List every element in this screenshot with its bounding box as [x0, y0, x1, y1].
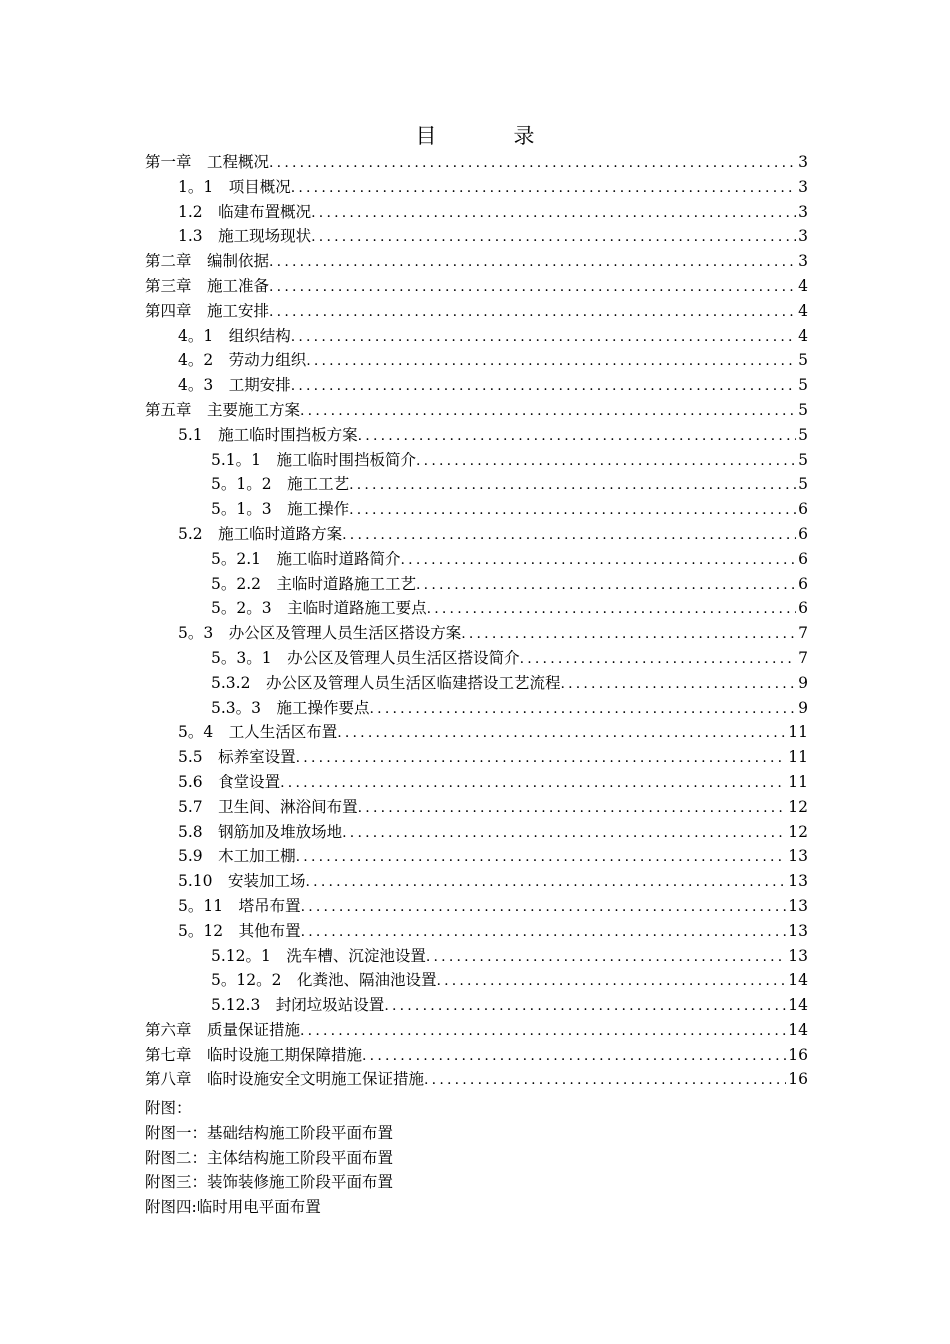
toc-entry[interactable] [145, 869, 808, 894]
toc-leader-dots [358, 424, 796, 449]
toc-leader-dots [291, 176, 796, 201]
toc-entry-page-number: 16 [788, 1070, 808, 1089]
toc-leader-dots [349, 498, 796, 523]
toc-entry-page-number: 9 [798, 673, 808, 692]
toc-entry[interactable] [145, 572, 808, 597]
toc-entry-text: 5。3 办公区及管理人员生活区搭设方案 [178, 624, 462, 643]
toc-leader-dots [427, 597, 797, 622]
toc-leader-dots [306, 870, 787, 895]
toc-entry[interactable] [145, 1018, 808, 1043]
toc-entry[interactable] [145, 472, 808, 497]
toc-entry-page-number: 7 [798, 624, 808, 643]
toc-entry-text: 4。2 劳动力组织 [178, 351, 307, 370]
toc-entry-text: 5。1。3 施工操作 [211, 500, 350, 519]
toc-entry[interactable] [145, 150, 808, 175]
toc-entry-page-number: 13 [788, 872, 808, 891]
toc-entry-page-number: 6 [798, 549, 808, 568]
toc-entry-page-number: 3 [798, 177, 808, 196]
toc-entry-page-number: 13 [788, 921, 808, 940]
toc-entry-text: 5.2 施工临时道路方案 [178, 524, 343, 543]
toc-leader-dots [337, 721, 786, 746]
toc-entry-text: 5.10 安装加工场 [178, 872, 306, 891]
toc-entry[interactable] [145, 1043, 808, 1068]
toc-entry-page-number: 5 [798, 351, 808, 370]
toc-leader-dots [291, 374, 796, 399]
toc-entry[interactable] [145, 398, 808, 423]
toc-entry-page-number: 5 [798, 376, 808, 395]
toc-entry-text: 5.7 卫生间、淋浴间布置 [178, 797, 358, 816]
toc-entry-text: 5.1。1 施工临时围挡板简介 [211, 450, 417, 469]
toc-entry[interactable] [145, 175, 808, 200]
toc-entry[interactable] [145, 720, 808, 745]
toc-leader-dots [384, 994, 786, 1019]
appendix-list [145, 1096, 808, 1220]
toc-entry-text: 第三章 施工准备 [145, 276, 270, 295]
toc-leader-dots [370, 697, 797, 722]
toc-leader-dots [358, 796, 787, 821]
toc-entry-page-number: 5 [798, 450, 808, 469]
toc-entry[interactable] [145, 646, 808, 671]
toc-entry[interactable] [145, 745, 808, 770]
toc-leader-dots [342, 523, 796, 548]
toc-entry-text: 5.12。1 洗车槽、沉淀池设置 [211, 946, 426, 965]
toc-entry-text: 5。2.2 主临时道路施工工艺 [211, 574, 417, 593]
toc-entry-page-number: 11 [788, 772, 808, 791]
toc-entry-text: 5。1。2 施工工艺 [211, 475, 350, 494]
toc-entry-page-number: 5 [798, 400, 808, 419]
toc-leader-dots [296, 746, 787, 771]
toc-entry-page-number: 4 [798, 326, 808, 345]
toc-leader-dots [291, 325, 796, 350]
toc-leader-dots [520, 647, 797, 672]
toc-entry-page-number: 14 [788, 971, 808, 990]
toc-entry[interactable] [145, 993, 808, 1018]
toc-leader-dots [269, 151, 796, 176]
toc-entry-text: 5。3。1 办公区及管理人员生活区搭设简介 [211, 648, 520, 667]
toc-leader-dots [301, 895, 787, 920]
toc-leader-dots [401, 548, 797, 573]
toc-entry-text: 5。2。3 主临时道路施工要点 [211, 599, 427, 618]
toc-entry-text: 第五章 主要施工方案 [145, 400, 301, 419]
toc-leader-dots [300, 1019, 786, 1044]
toc-entry-page-number: 6 [798, 524, 808, 543]
toc-entry-page-number: 4 [798, 301, 808, 320]
toc-entry-page-number: 12 [788, 797, 808, 816]
toc-leader-dots [362, 1044, 786, 1069]
toc-entry[interactable] [145, 224, 808, 249]
toc-entry-page-number: 5 [798, 475, 808, 494]
toc-entry[interactable] [145, 696, 808, 721]
toc-leader-dots [300, 399, 796, 424]
toc-entry[interactable] [145, 200, 808, 225]
toc-leader-dots [306, 349, 796, 374]
toc-entry-page-number: 12 [788, 822, 808, 841]
toc-leader-dots [301, 920, 787, 945]
toc-leader-dots [416, 449, 796, 474]
toc-entry-text: 1。1 项目概况 [178, 177, 291, 196]
toc-entry-page-number: 11 [788, 723, 808, 742]
toc-entry[interactable] [145, 448, 808, 473]
toc-leader-dots [436, 969, 786, 994]
toc-entry-page-number: 6 [798, 500, 808, 519]
appendix-item: 附图二：主体结构施工阶段平面布置 [145, 1148, 394, 1167]
toc-leader-dots [461, 622, 796, 647]
toc-entry[interactable] [145, 274, 808, 299]
toc-entry-page-number: 7 [798, 648, 808, 667]
toc-entry-page-number: 13 [788, 896, 808, 915]
toc-entry-page-number: 6 [798, 599, 808, 618]
toc-entry-page-number: 14 [788, 1020, 808, 1039]
toc-entry-text: 1.3 施工现场现状 [178, 227, 312, 246]
toc-entry-text: 5.8 钢筋加及堆放场地 [178, 822, 343, 841]
table-of-contents [145, 150, 808, 1092]
toc-entry[interactable] [145, 547, 808, 572]
toc-entry[interactable] [145, 919, 808, 944]
toc-entry-page-number: 3 [798, 202, 808, 221]
toc-entry[interactable] [145, 1067, 808, 1092]
toc-entry-page-number: 13 [788, 946, 808, 965]
toc-entry-text: 5。2.1 施工临时道路简介 [211, 549, 401, 568]
toc-leader-dots [269, 275, 796, 300]
toc-entry[interactable] [145, 249, 808, 274]
toc-entry-text: 5.3。3 施工操作要点 [211, 698, 370, 717]
toc-entry-text: 第二章 编制依据 [145, 252, 270, 271]
toc-leader-dots [280, 771, 786, 796]
toc-entry-text: 5.1 施工临时围挡板方案 [178, 425, 358, 444]
appendix-item: 附图一：基础结构施工阶段平面布置 [145, 1123, 394, 1142]
toc-leader-dots [342, 821, 786, 846]
toc-entry-page-number: 6 [798, 574, 808, 593]
toc-entry-page-number: 5 [798, 425, 808, 444]
toc-leader-dots [416, 573, 796, 598]
toc-entry[interactable] [145, 324, 808, 349]
toc-entry-page-number: 11 [788, 748, 808, 767]
toc-leader-dots [269, 300, 796, 325]
toc-entry-page-number: 13 [788, 847, 808, 866]
toc-entry-text: 5。12 其他布置 [178, 921, 301, 940]
toc-entry[interactable] [145, 944, 808, 969]
toc-entry-text: 第八章 临时设施安全文明施工保证措施 [145, 1070, 425, 1089]
toc-entry-page-number: 3 [798, 252, 808, 271]
toc-leader-dots [349, 473, 796, 498]
toc-entry-text: 5.3.2 办公区及管理人员生活区临建搭设工艺流程 [211, 673, 561, 692]
toc-entry[interactable] [145, 671, 808, 696]
toc-entry-page-number: 3 [798, 153, 808, 171]
toc-leader-dots [311, 201, 796, 226]
toc-leader-dots [311, 225, 796, 250]
toc-entry[interactable] [145, 348, 808, 373]
toc-entry-text: 1.2 临建布置概况 [178, 202, 312, 221]
toc-leader-dots [424, 1068, 786, 1093]
toc-entry-text: 5.5 标养室设置 [178, 748, 296, 767]
toc-entry[interactable] [145, 299, 808, 324]
toc-entry[interactable] [145, 423, 808, 448]
toc-entry[interactable] [145, 844, 808, 869]
toc-entry[interactable] [145, 522, 808, 547]
toc-entry-text: 4。3 工期安排 [178, 376, 291, 395]
toc-entry-text: 5。11 塔吊布置 [178, 896, 301, 915]
toc-entry-text: 第七章 临时设施工期保障措施 [145, 1045, 363, 1064]
appendix-item: 附图四:临时用电平面布置 [145, 1198, 321, 1217]
toc-entry-page-number: 14 [788, 996, 808, 1015]
toc-entry-text: 第六章 质量保证措施 [145, 1020, 301, 1039]
toc-leader-dots [296, 845, 787, 870]
toc-entry[interactable] [145, 968, 808, 993]
toc-entry-text: 第四章 施工安排 [145, 301, 270, 320]
toc-entry-page-number: 4 [798, 276, 808, 295]
toc-title: 目 录 [415, 124, 563, 148]
appendix-heading: 附图： [145, 1099, 192, 1117]
toc-entry-text: 4。1 组织结构 [178, 326, 291, 345]
toc-entry-text: 5.9 木工加工棚 [178, 847, 296, 866]
toc-entry[interactable] [145, 795, 808, 820]
toc-entry[interactable] [145, 820, 808, 845]
toc-entry-page-number: 3 [798, 227, 808, 246]
toc-entry-text: 第一章 工程概况 [145, 153, 270, 171]
toc-entry-text: 5.12.3 封闭垃圾站设置 [211, 996, 385, 1015]
toc-entry-text: 5。12。2 化粪池、隔油池设置 [211, 971, 437, 990]
appendix-item: 附图三：装饰装修施工阶段平面布置 [145, 1173, 394, 1192]
toc-entry-page-number: 16 [788, 1045, 808, 1064]
toc-leader-dots [426, 945, 786, 970]
toc-leader-dots [560, 672, 796, 697]
toc-entry[interactable] [145, 621, 808, 646]
toc-entry[interactable] [145, 373, 808, 398]
toc-entry[interactable] [145, 770, 808, 795]
toc-entry-page-number: 9 [798, 698, 808, 717]
toc-entry[interactable] [145, 596, 808, 621]
toc-entry[interactable] [145, 497, 808, 522]
toc-entry-text: 5。4 工人生活区布置 [178, 723, 338, 742]
toc-entry-text: 5.6 食堂设置 [178, 772, 281, 791]
toc-leader-dots [269, 250, 796, 275]
toc-entry[interactable] [145, 894, 808, 919]
